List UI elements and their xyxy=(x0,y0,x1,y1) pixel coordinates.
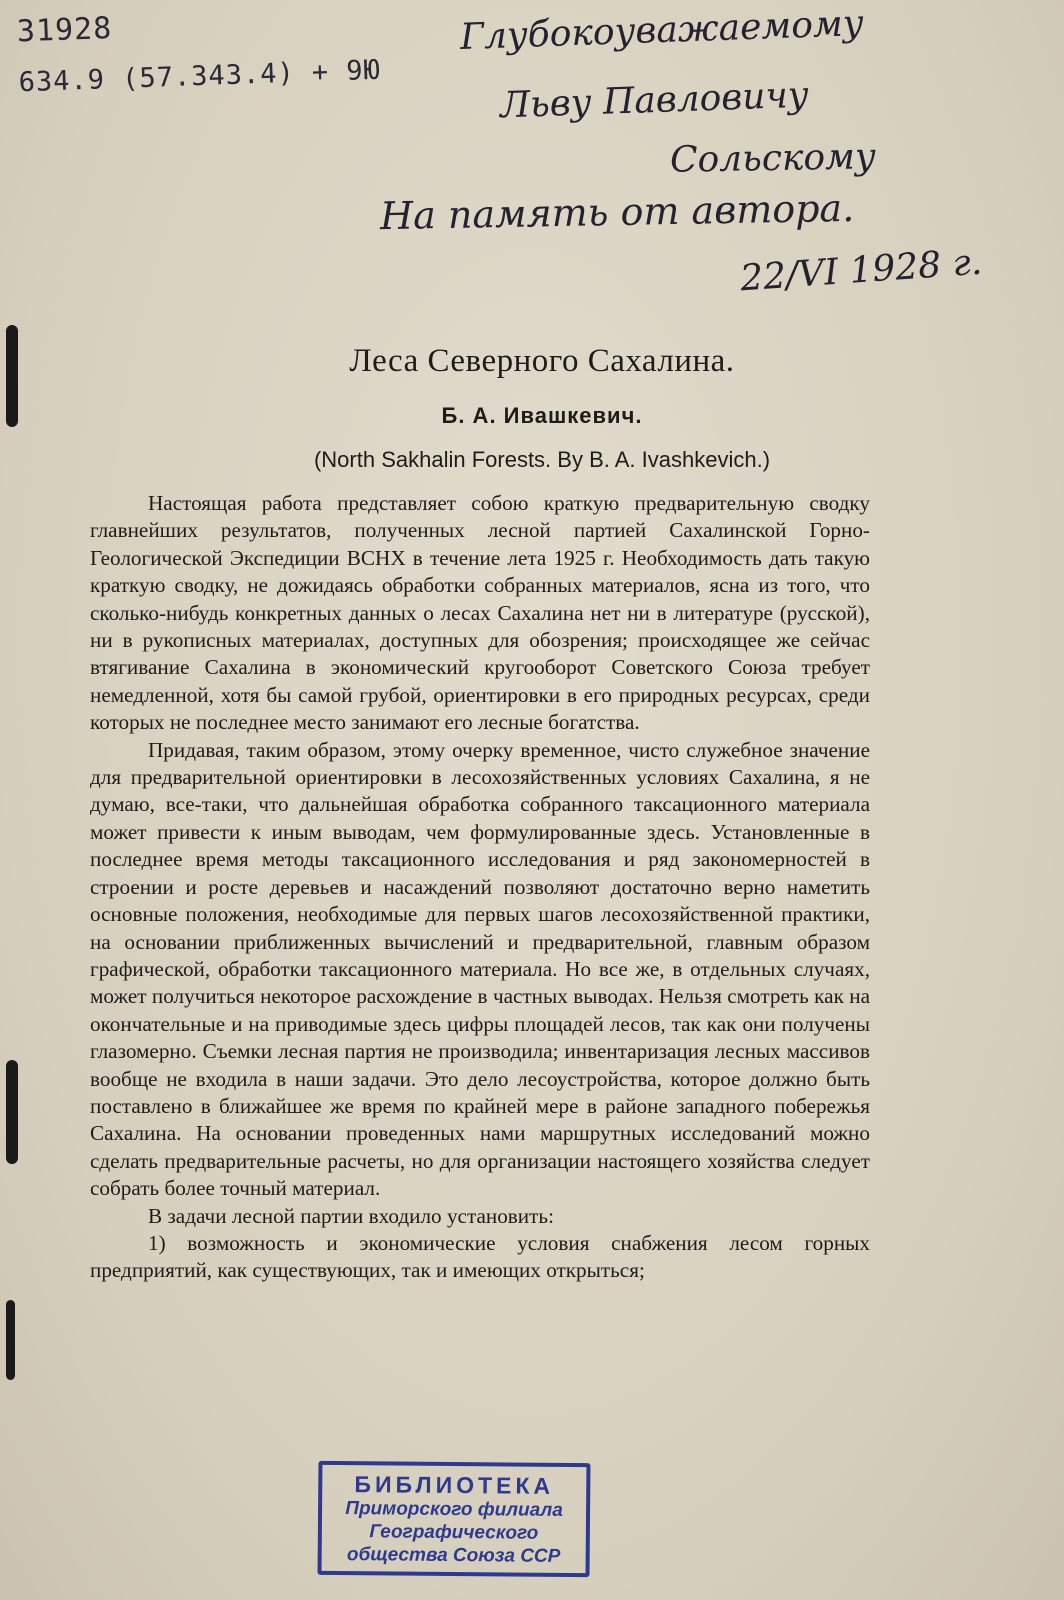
paragraph-3: В задачи лесной партии входило установить: xyxy=(148,1203,554,1228)
article-title: Леса Северного Сахалина. xyxy=(349,343,735,379)
binding-hole-bottom xyxy=(6,1300,15,1380)
dedication-date: 22/VI 1928 г. xyxy=(738,241,984,300)
library-stamp xyxy=(318,1461,591,1577)
list-item-1: 1) возможность и экономические условия снабжения лесом горных предприятий, как существующих, так и имеющих открыться; xyxy=(90,1230,870,1283)
paragraph-1: Настоящая работа представляет собою краткую предварительную сводку главнейших результатов, полученных лесной партией Сахалинской Горно-Геологической Экспедиции ВСНХ в течение лета 1925 г. Необходимость дать такую краткую сводку, не дожидаясь обработки собранных материалов, ясна из того, что сколько-нибудь конкретных данных о лесах Сахалина нет ни в литературе (русской), ни в рукописных материалах, доступных для обозрения; происходящее же сейчас втягивание Сахалина в экономический кругооборот Советского Союза требует немедленной, хотя бы самой грубой, ориентировки в его природных ресурсах, среди которых не последнее место занимают его лесные богатства. xyxy=(90,491,870,735)
dedication-line-3: Сольскому xyxy=(669,136,877,181)
binding-hole-middle xyxy=(6,1060,18,1164)
stamp-line-4: общества Союза ССР xyxy=(346,1544,561,1567)
dedication-line-1: Глубокоуважаемому xyxy=(459,2,865,59)
article-author: Б. А. Ивашкевич. xyxy=(441,403,643,428)
article-body xyxy=(90,490,870,1285)
article-subtitle: (North Sakhalin Forests. By B. A. Ivashkevich.) xyxy=(313,447,771,472)
paragraph-2: Придавая, таким образом, этому очерку временное, чисто служебное значение для предварительной ориентировки в лесохозяйственных условиях Сахалина, я не думаю, все-таки, что дальнейшая обработка собранного таксационного материала может привести к иным выводам, чем формулированные здесь. Установленные в последнее время методы таксационного исследования и ряд закономерностей в строении и росте деревьев и насаждений позволяют достаточно верно наметить основные положения, необходимые для первых шагов лесохозяйственной практики, на основании приближенных вычислений и предварительной, главным образом графической, обработки таксационного материала. Но все же, в отдельных случаях, может получиться некоторое расхождение в частных выводах. Нельзя смотреть как на окончательные и на приводимые здесь цифры площадей лесов, так как они получены глазомерно. Съемки лесная партия не производила; инвентаризация лесных массивов вообще не входила в наши задачи. Это дело лесоустройства, которое должно быть поставлено в ближайшее же время по крайней мере в районе западного побережья Сахалина. На основании проведенных нами маршрутных исследований можно сделать предварительные расчеты, но для организации настоящего хозяйства следует собрать более точный материал. xyxy=(90,737,870,1201)
stamp-line-2: Приморского филиала xyxy=(345,1498,563,1521)
stamp-line-1: БИБЛИОТЕКА xyxy=(354,1471,555,1499)
call-number-accession: 31928 xyxy=(16,11,113,50)
dedication-line-2: Льву Павловичу xyxy=(499,74,810,127)
call-number xyxy=(16,2,382,117)
dedication-line-4: На память от автора. xyxy=(379,185,855,239)
stamp-line-3: Географического xyxy=(369,1521,539,1544)
call-number-classification: 634.9 (57.343.4) + 9Ю xyxy=(18,54,382,99)
